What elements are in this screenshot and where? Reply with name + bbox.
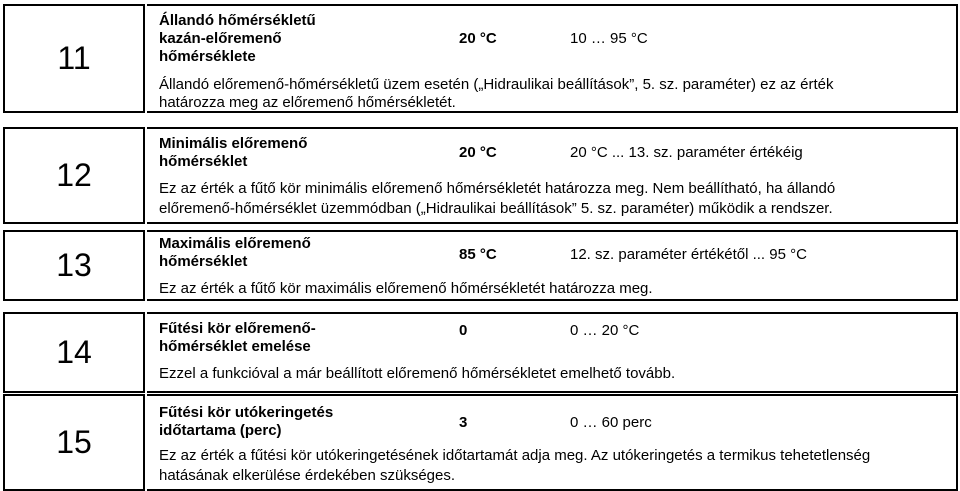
param-number: 12 [3, 127, 145, 224]
param-row-13 [0, 230, 960, 301]
param-description-line: hatásának elkerülése érdekében szükséges. [159, 467, 456, 484]
param-number: 14 [3, 312, 145, 393]
param-name-line: Maximális előremenő [159, 235, 311, 252]
param-name-line: hőmérséklet emelése [159, 338, 311, 355]
param-content [147, 312, 958, 393]
param-name-line: hőmérséklet [159, 153, 248, 170]
param-content [147, 4, 958, 113]
param-description-line: Állandó előremenő-hőmérsékletű üzem esetén („Hidraulikai beállítások”, 5. sz. paraméter) ez az érték [159, 76, 834, 93]
param-name-line: időtartama (perc) [159, 422, 282, 439]
param-number: 15 [3, 394, 145, 491]
param-name-line: hőmérséklet [159, 253, 248, 270]
param-row-14 [0, 312, 960, 393]
param-description-line: Ez az érték a fűtő kör maximális előremenő hőmérsékletét határozza meg. [159, 280, 653, 297]
param-range: 0 … 60 perc [570, 414, 652, 431]
param-row-12 [0, 127, 960, 224]
param-number: 13 [3, 230, 145, 301]
param-default-value: 20 °C [459, 30, 497, 47]
param-number: 11 [3, 4, 145, 113]
param-content [147, 230, 958, 301]
param-name-line: Fűtési kör előremenő- [159, 320, 316, 337]
param-default-value: 20 °C [459, 144, 497, 161]
param-name-line: Minimális előremenő [159, 135, 308, 152]
param-content [147, 127, 958, 224]
param-range: 10 … 95 °C [570, 30, 648, 47]
param-row-15 [0, 394, 960, 491]
param-row-11 [0, 4, 960, 113]
param-description-line: előremenő-hőmérséklet üzemmódban („Hidraulikai beállítások” 5. sz. paraméter) működik a rendszer. [159, 200, 833, 217]
param-name-line: hőmérséklete [159, 48, 256, 65]
param-default-value: 3 [459, 414, 468, 431]
param-description-line: Ezzel a funkcióval a már beállított előremenő hőmérsékletet emelhető tovább. [159, 365, 676, 382]
param-range: 0 … 20 °C [570, 322, 640, 339]
param-description-line: Ez az érték a fűtési kör utókeringetésének időtartamát adja meg. Az utókeringetés a termikus tehetetlenség [159, 447, 871, 464]
param-description-line: Ez az érték a fűtő kör minimális előremenő hőmérsékletét határozza meg. Nem beállítható, ha állandó [159, 180, 836, 197]
param-range: 20 °C ... 13. sz. paraméter értékéig [570, 144, 803, 161]
param-range: 12. sz. paraméter értékétől ... 95 °C [570, 246, 807, 263]
param-default-value: 85 °C [459, 246, 497, 263]
param-description-line: határozza meg az előremenő hőmérsékletét. [159, 94, 456, 111]
param-default-value: 0 [459, 322, 468, 339]
param-content [147, 394, 958, 491]
param-name-line: Állandó hőmérsékletű [159, 12, 316, 29]
param-name-line: Fűtési kör utókeringetés [159, 404, 334, 421]
param-name-line: kazán-előremenő [159, 30, 282, 47]
